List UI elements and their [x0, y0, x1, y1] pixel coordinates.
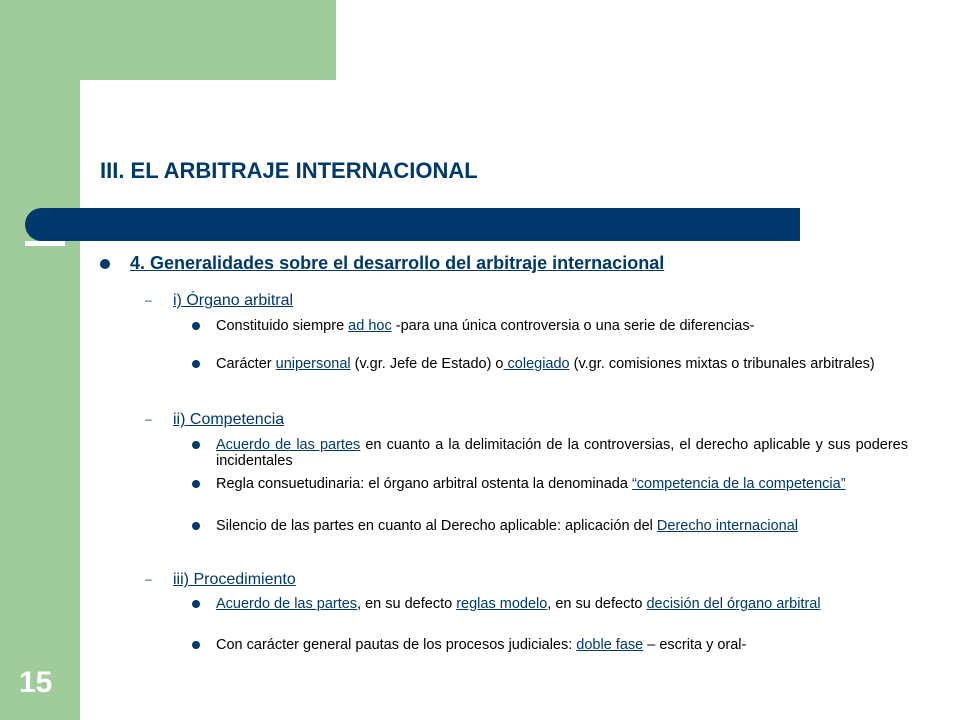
bullet-dot-icon	[192, 360, 200, 368]
list-item	[192, 356, 908, 372]
link-derecho-internacional[interactable]: Derecho internacional	[656, 518, 798, 534]
text-run: Carácter	[216, 356, 276, 372]
text-run: – escrita y oral-	[643, 637, 747, 653]
dash-icon: –	[145, 293, 152, 307]
list-item	[192, 518, 908, 534]
list-item	[192, 437, 908, 469]
bullet-dot-icon	[192, 600, 200, 608]
list-item	[192, 596, 908, 612]
link-doble-fase[interactable]: doble fase	[576, 637, 644, 653]
text-run: , en su defecto	[547, 596, 647, 612]
list-item-text	[216, 356, 908, 372]
bullet-dot-icon	[192, 322, 200, 330]
list-item	[192, 318, 908, 334]
link-acuerdo-partes[interactable]: Acuerdo de las partes	[216, 596, 358, 612]
title-divider-bar	[25, 208, 800, 241]
text-run: en cuanto a la delimitación de la controversias, el derecho aplicable y sus poderes incidentales	[216, 437, 908, 469]
link-reglas-modelo[interactable]: reglas modelo	[456, 596, 548, 612]
link-decision-organo[interactable]: decisión del órgano arbitral	[646, 596, 821, 612]
slide-title: III. EL ARBITRAJE INTERNACIONAL	[100, 158, 478, 183]
section-organo-title[interactable]: i) Órgano arbitral	[173, 292, 294, 309]
text-run: -para una única controversia o una serie de diferencias-	[391, 318, 755, 334]
top-green-band	[0, 0, 336, 80]
rounded-corner	[80, 80, 160, 160]
list-item-text	[216, 437, 908, 469]
text-run: Silencio de las partes en cuanto al Derecho aplicable: aplicación del	[216, 518, 657, 534]
section-procedimiento-title[interactable]: iii) Procedimiento	[173, 571, 296, 588]
bullet-dot-icon	[192, 522, 200, 530]
list-item	[192, 476, 908, 492]
link-competencia-competencia[interactable]: “competencia de la competencia”	[631, 476, 846, 492]
list-item-text	[216, 596, 908, 612]
link-ad-hoc[interactable]: ad hoc	[348, 318, 392, 334]
list-item-text	[216, 637, 908, 653]
text-run: Constituido siempre	[216, 318, 349, 334]
text-run: , en su defecto	[357, 596, 457, 612]
bullet-dot-icon	[192, 441, 200, 449]
bullet-dot-icon	[192, 641, 200, 649]
text-run: (v.gr. Jefe de Estado) o	[350, 356, 504, 372]
bullet-dot-icon	[100, 259, 110, 269]
link-acuerdo-partes[interactable]: Acuerdo de las partes	[216, 437, 361, 453]
text-run: Regla consuetudinaria: el órgano arbitral ostenta la denominada	[216, 476, 632, 492]
text-run: (v.gr. comisiones mixtas o tribunales arbitrales)	[569, 356, 875, 372]
link-colegiado[interactable]: colegiado	[503, 356, 570, 372]
bullet-dot-icon	[192, 480, 200, 488]
left-green-band	[0, 0, 80, 720]
page-number: 15	[19, 666, 53, 699]
text-run: Con carácter general pautas de los procesos judiciales:	[216, 637, 577, 653]
list-item	[192, 637, 908, 653]
dash-icon: –	[145, 412, 152, 426]
list-item-text	[216, 318, 908, 334]
section-competencia-title[interactable]: ii) Competencia	[173, 411, 285, 428]
main-bullet-text[interactable]: 4. Generalidades sobre el desarrollo del arbitraje internacional	[130, 253, 665, 273]
dash-icon: –	[145, 572, 152, 586]
list-item-text	[216, 476, 908, 492]
link-unipersonal[interactable]: unipersonal	[275, 356, 351, 372]
divider-notch	[25, 241, 65, 246]
list-item-text	[216, 518, 908, 534]
